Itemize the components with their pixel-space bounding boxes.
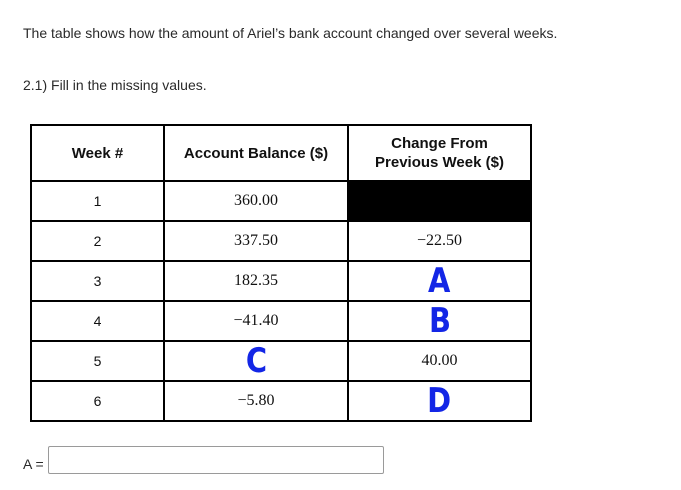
change-cell-missing-d [348, 381, 531, 421]
table-header-row [31, 125, 531, 181]
table-row [31, 221, 531, 261]
header-change: Change From Previous Week ($) [348, 125, 531, 181]
balance-cell: 360.00 [164, 181, 348, 221]
balance-cell: 182.35 [164, 261, 348, 301]
handwritten-letter-d: D [427, 381, 452, 421]
blacked-out-change-cell [348, 181, 531, 221]
bank-account-table [30, 124, 532, 422]
handwritten-letter-a: A [428, 261, 451, 301]
change-cell-missing-b [348, 301, 531, 341]
handwritten-letter-b: B [428, 301, 451, 341]
week-cell: 5 [31, 341, 164, 381]
answer-a-input[interactable] [48, 446, 384, 474]
week-cell: 1 [31, 181, 164, 221]
header-account-balance: Account Balance ($) [164, 125, 348, 181]
table-row [31, 261, 531, 301]
table-row [31, 181, 531, 221]
table-row [31, 381, 531, 421]
week-cell: 6 [31, 381, 164, 421]
problem-intro: The table shows how the amount of Ariel’s bank account changed over several weeks. [23, 25, 558, 41]
header-week: Week # [31, 125, 164, 181]
week-cell: 4 [31, 301, 164, 341]
answer-a-label: A = [23, 456, 44, 472]
change-cell: 40.00 [348, 341, 531, 381]
table-row [31, 341, 531, 381]
balance-cell: −41.40 [164, 301, 348, 341]
handwritten-letter-c: C [245, 341, 267, 381]
balance-cell: −5.80 [164, 381, 348, 421]
table-row [31, 301, 531, 341]
question-prompt: 2.1) Fill in the missing values. [23, 77, 207, 93]
balance-cell-missing-c [164, 341, 348, 381]
week-cell: 2 [31, 221, 164, 261]
change-cell: −22.50 [348, 221, 531, 261]
change-cell-missing-a [348, 261, 531, 301]
week-cell: 3 [31, 261, 164, 301]
balance-cell: 337.50 [164, 221, 348, 261]
